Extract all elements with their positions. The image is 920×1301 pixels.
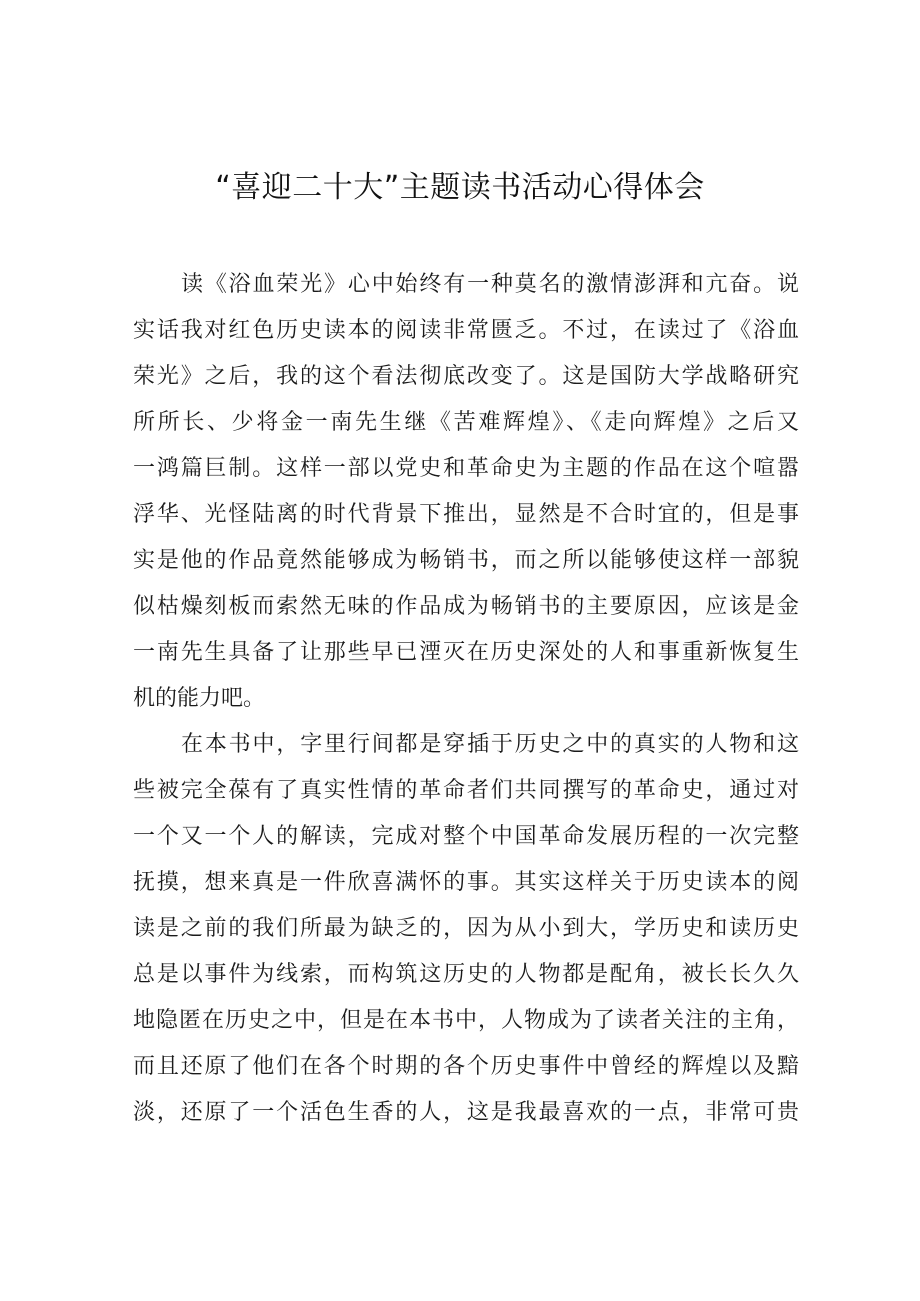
paragraph-line: 荣光》之后，我的这个看法彻底改变了。这是国防大学战略研究 bbox=[133, 364, 799, 389]
paragraph-line: 浮华、光怪陆离的时代背景下推出，显然是不合时宜的，但是事 bbox=[133, 502, 799, 527]
paragraph-line: 总是以事件为线索，而构筑这历史的人物都是配角，被长长久久 bbox=[133, 962, 799, 987]
paragraph-line: 一鸿篇巨制。这样一部以党史和革命史为主题的作品在这个喧嚣 bbox=[133, 456, 799, 481]
paragraph-line: 一南先生具备了让那些早已湮灭在历史深处的人和事重新恢复生 bbox=[133, 640, 799, 665]
paragraph-1 bbox=[133, 262, 799, 722]
paragraph-line: 机的能力吧。 bbox=[133, 686, 266, 711]
paragraph-line: 抚摸，想来真是一件欣喜满怀的事。其实这样关于历史读本的阅 bbox=[133, 870, 799, 895]
document-title: “喜迎二十大”主题读书活动心得体会 bbox=[215, 170, 705, 205]
paragraph-line: 地隐匿在历史之中，但是在本书中，人物成为了读者关注的主角， bbox=[133, 1008, 799, 1033]
paragraph-line: 些被完全葆有了真实性情的革命者们共同撰写的革命史，通过对 bbox=[133, 778, 799, 803]
paragraph-line: 淡，还原了一个活色生香的人，这是我最喜欢的一点，非常可贵 bbox=[133, 1100, 799, 1125]
paragraph-line: 一个又一个人的解读，完成对整个中国革命发展历程的一次完整 bbox=[133, 824, 799, 849]
paragraph-2 bbox=[133, 722, 799, 1136]
paragraph-line: 似枯燥刻板而索然无味的作品成为畅销书的主要原因，应该是金 bbox=[133, 594, 799, 619]
paragraph-line: 而且还原了他们在各个时期的各个历史事件中曾经的辉煌以及黯 bbox=[133, 1054, 799, 1079]
paragraph-line: 实是他的作品竟然能够成为畅销书，而之所以能够使这样一部貌 bbox=[133, 548, 799, 573]
paragraph-line: 实话我对红色历史读本的阅读非常匮乏。不过，在读过了《浴血 bbox=[133, 318, 799, 343]
paragraph-line: 读《浴血荣光》心中始终有一种莫名的激情澎湃和亢奋。说 bbox=[181, 272, 799, 297]
paragraph-line: 在本书中，字里行间都是穿插于历史之中的真实的人物和这 bbox=[181, 732, 799, 757]
paragraph-line: 所所长、少将金一南先生继《苦难辉煌》、《走向辉煌》之后又 bbox=[133, 410, 799, 435]
document-body bbox=[133, 262, 799, 1136]
paragraph-line: 读是之前的我们所最为缺乏的，因为从小到大，学历史和读历史 bbox=[133, 916, 799, 941]
